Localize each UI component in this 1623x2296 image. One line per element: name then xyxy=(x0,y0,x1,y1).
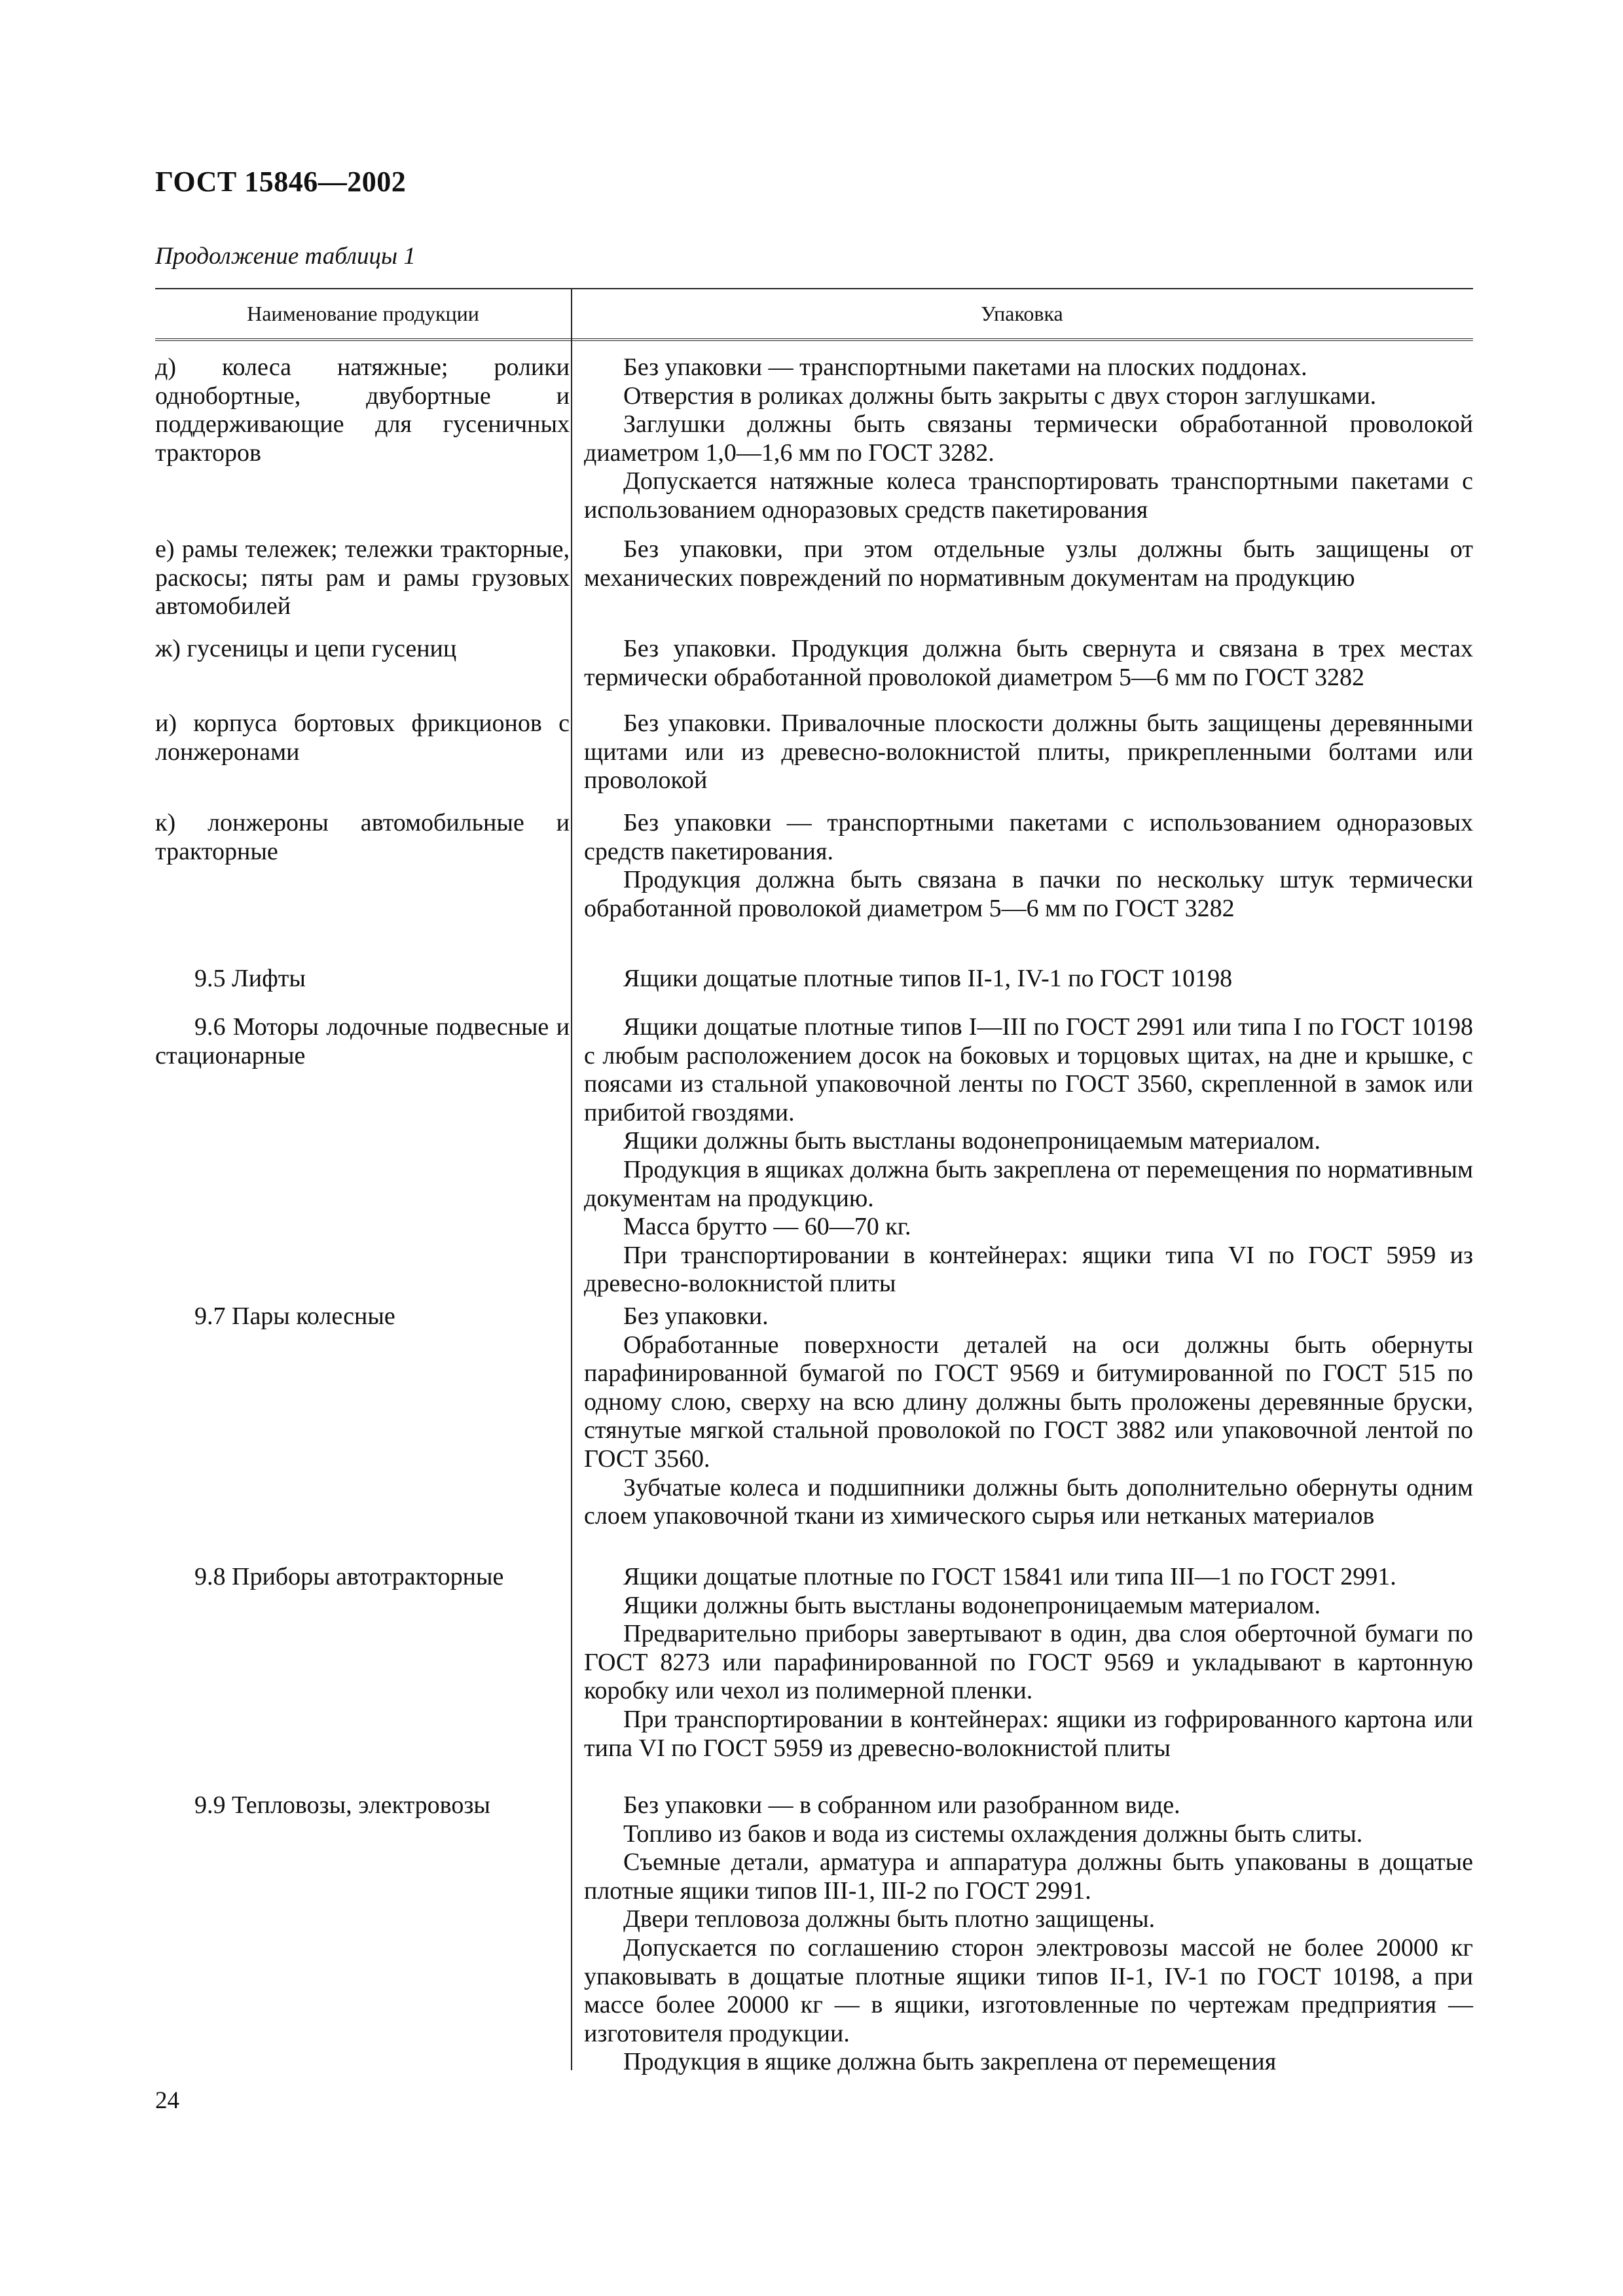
packaging-text: Продукция должна быть связана в пачки по нескольку штук термически обработанной проволокой диаметром 5—6 мм по ГОСТ 3282 xyxy=(584,866,1473,922)
product-name: к) лонжероны автомобильные и тракторные xyxy=(155,809,570,865)
packaging-text: Зубчатые колеса и подшипники должны быть дополнительно обернуты одним слоем упаковочной ткани из химического сырья или нетканых материалов xyxy=(584,1473,1473,1530)
document-title: ГОСТ 15846—2002 xyxy=(155,166,407,198)
packaging-text: При транспортировании в контейнерах: ящики из гофрированного картона или типа VI по ГОСТ 5959 из древесно-волокнистой плиты xyxy=(584,1705,1473,1762)
packaging-text: Продукция в ящиках должна быть закреплена от перемещения по нормативным документам на продукцию. xyxy=(584,1155,1473,1212)
packaging-text: Двери тепловоза должны быть плотно защищены. xyxy=(623,1905,1156,1933)
product-name: е) рамы тележек; тележки тракторные, раскосы; пяты рам и рамы грузовых автомобилей xyxy=(155,535,570,620)
packaging-text: Без упаковки — транспортными пакетами на плоских поддонах. xyxy=(623,353,1307,381)
table-row xyxy=(155,1791,1473,2076)
packaging-text: Допускается по соглашению сторон электровозы массой не более 20000 кг упаковывать в дощатые плотные ящики типов II-1, IV-1 по ГОСТ 10198, а при массе более 20000 кг — в ящики, изготовленные по чертежам предприятия — изготовителя продукции. xyxy=(584,1933,1473,2047)
packaging-text: Отверстия в роликах должны быть закрыты с двух сторон заглушками. xyxy=(623,382,1377,410)
packaging-text: Съемные детали, арматура и аппаратура должны быть упакованы в дощатые плотные ящики типов III-1, III-2 по ГОСТ 2991. xyxy=(584,1848,1473,1905)
packaging-text: Ящики дощатые плотные типов II-1, IV-1 по ГОСТ 10198 xyxy=(623,965,1233,992)
table-row xyxy=(155,965,1473,994)
packaging-text: Ящики должны быть выстланы водонепроницаемым материалом. xyxy=(623,1127,1321,1155)
table-row xyxy=(155,635,1473,691)
table-row xyxy=(155,1563,1473,1762)
packaging-text: Без упаковки. Продукция должна быть свернута и связана в трех местах термически обработанной проволокой диаметром 5—6 мм по ГОСТ 3282 xyxy=(584,635,1473,691)
product-name: 9.6 Моторы лодочные подвесные и стационарные xyxy=(155,1013,570,1069)
packaging-text: Заглушки должны быть связаны термически обработанной проволокой диаметром 1,0—1,6 мм по ГОСТ 3282. xyxy=(584,410,1473,467)
table-row xyxy=(155,709,1473,795)
packaging-text: Топливо из баков и вода из системы охлаждения должны быть слиты. xyxy=(623,1820,1363,1848)
product-name: д) колеса натяжные; ролики однобортные, двубортные и поддерживающие для гусеничных тракторов xyxy=(155,353,570,467)
table-continuation-caption: Продолжение таблицы 1 xyxy=(155,243,416,270)
packaging-text: При транспортировании в контейнерах: ящики типа VI по ГОСТ 5959 из древесно-волокнистой плиты xyxy=(584,1241,1473,1298)
packaging-text: Масса брутто — 60—70 кг. xyxy=(623,1213,911,1241)
packaging-text: Обработанные поверхности деталей на оси должны быть обернуты парафинированной бумагой по ГОСТ 9569 и битумированной по ГОСТ 515 по одному слою, сверху на всю длину должны быть проложены деревянные бруски, стянутые мягкой стальной проволокой по ГОСТ 3882 или упаковочной лентой по ГОСТ 3560. xyxy=(584,1331,1473,1473)
packaging-text: Без упаковки — в собранном или разобранном виде. xyxy=(623,1791,1180,1819)
packaging-text: Ящики должны быть выстланы водонепроницаемым материалом. xyxy=(623,1591,1321,1619)
packaging-text: Без упаковки — транспортными пакетами с использованием одноразовых средств пакетирования. xyxy=(584,809,1473,865)
product-name: 9.7 Пары колесные xyxy=(194,1302,395,1330)
column-header-product: Наименование продукции xyxy=(247,302,479,325)
table-row xyxy=(155,1302,1473,1530)
packaging-text: Ящики дощатые плотные типов I—III по ГОСТ 2991 или типа I по ГОСТ 10198 с любым расположением досок на боковых и торцовых щитах, на дне и крышке, с поясами из стальной упаковочной ленты по ГОСТ 3560, скрепленной в замок или прибитой гвоздями. xyxy=(584,1013,1473,1126)
packaging-text: Без упаковки, при этом отдельные узлы должны быть защищены от механических повреждений по нормативным документам на продукцию xyxy=(584,535,1473,592)
packaging-text: Без упаковки. xyxy=(623,1302,769,1330)
product-name: и) корпуса бортовых фрикционов с лонжеронами xyxy=(155,709,570,766)
packaging-text: Ящики дощатые плотные по ГОСТ 15841 или типа III—1 по ГОСТ 2991. xyxy=(623,1563,1396,1590)
table-row xyxy=(155,535,1473,621)
packaging-text: Продукция в ящике должна быть закреплена от перемещения xyxy=(623,2048,1277,2076)
product-name: 9.8 Приборы автотракторные xyxy=(194,1563,504,1590)
table-row xyxy=(155,1013,1473,1298)
product-name: 9.9 Тепловозы, электровозы xyxy=(194,1791,490,1819)
packaging-text: Предварительно приборы завертывают в один, два слоя оберточной бумаги по ГОСТ 8273 или парафинированной по ГОСТ 9569 и укладывают в картонную коробку или чехол из полимерной пленки. xyxy=(584,1620,1473,1705)
table-row xyxy=(155,809,1473,922)
page-number: 24 xyxy=(155,2087,179,2114)
product-name: 9.5 Лифты xyxy=(194,965,306,992)
column-header-packaging: Упаковка xyxy=(981,302,1063,325)
table-row xyxy=(155,353,1473,524)
table-header xyxy=(155,288,1473,341)
packaging-text: Без упаковки. Привалочные плоскости должны быть защищены деревянными щитами или из древесно-волокнистой плиты, прикрепленными болтами или проволокой xyxy=(584,709,1473,795)
product-name: ж) гусеницы и цепи гусениц xyxy=(155,635,457,662)
packaging-text: Допускается натяжные колеса транспортировать транспортными пакетами с использованием одноразовых средств пакетирования xyxy=(584,467,1473,524)
